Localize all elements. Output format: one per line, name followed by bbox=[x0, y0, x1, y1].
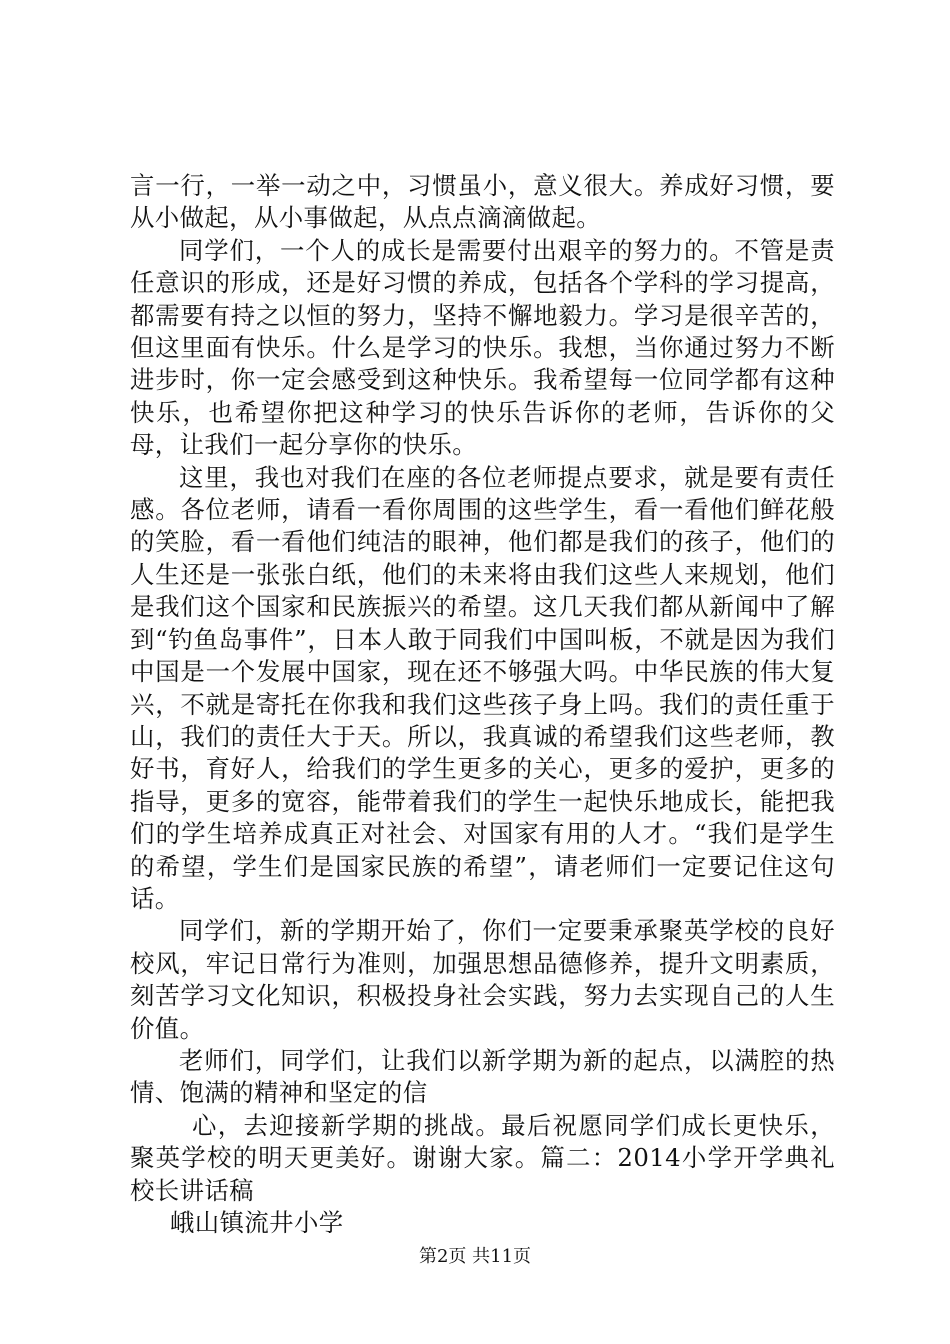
school-name: 峨山镇流井小学 bbox=[170, 1208, 344, 1237]
paragraph-teachers: 这里，我也对我们在座的各位老师提点要求，就是要有责任感。各位老师，请看一看你周围的这些学生，看一看他们鲜花般的笑脸，看一看他们纯洁的眼神，他们都是我们的孩子，他们的人生还是一张张白纸，他们的未来将由我们这些人来规划，他们是我们这个国家和民族振兴的希望。这几天我们都从新闻中了解到“钓鱼岛事件”，日本人敢于同我们中国叫板，不就是因为我们中国是一个发展中国家，现在还不够强大吗。中华民族的伟大复兴，不就是寄托在你我和我们这些孩子身上吗。我们的责任重于山，我们的责任大于天。所以，我真诚的希望我们这些老师，教好书，育好人，给我们的学生更多的关心，更多的爱护，更多的指导，更多的宽容，能带着我们的学生一起快乐地成长，能把我们的学生培养成真正对社会、对国家有用的人才。“我们是学生的希望，学生们是国家民族的希望”，请老师们一定要记住这句话。 bbox=[130, 462, 835, 913]
paragraph-continuation: 言一行，一举一动之中，习惯虽小，意义很大。养成好习惯，要从小做起，从小事做起，从点点滴滴做起。 bbox=[130, 171, 835, 233]
page-footer: 第2页 共11页 bbox=[418, 1246, 532, 1267]
paragraph-new-term: 同学们，新的学期开始了，你们一定要秉承聚英学校的良好校风，牢记日常行为准则，加强思想品德修养，提升文明素质，刻苦学习文化知识，积极投身社会实践，努力去实现自己的人生价值。 bbox=[130, 916, 835, 1043]
paragraph-closing-end: 心，去迎接新学期的挑战。最后祝愿同学们成长更快乐，聚英学校的明天更美好。谢谢大家。篇二：2014小学开学典礼校长讲话稿 bbox=[130, 1110, 835, 1205]
document-body bbox=[130, 170, 835, 1239]
paragraph-closing-start: 老师们，同学们，让我们以新学期为新的起点，以满腔的热情、饱满的精神和坚定的信 bbox=[130, 1045, 835, 1108]
paragraph-effort: 同学们，一个人的成长是需要付出艰辛的努力的。不管是责任意识的形成，还是好习惯的养成，包括各个学科的学习提高，都需要有持之以恒的努力，坚持不懈地毅力。学习是很辛苦的，但这里面有快乐。什么是学习的快乐。我想，当你通过努力不断进步时，你一定会感受到这种快乐。我希望每一位同学都有这种快乐，也希望你把这种学习的快乐告诉你的老师，告诉你的父母，让我们一起分享你的快乐。 bbox=[130, 235, 835, 460]
